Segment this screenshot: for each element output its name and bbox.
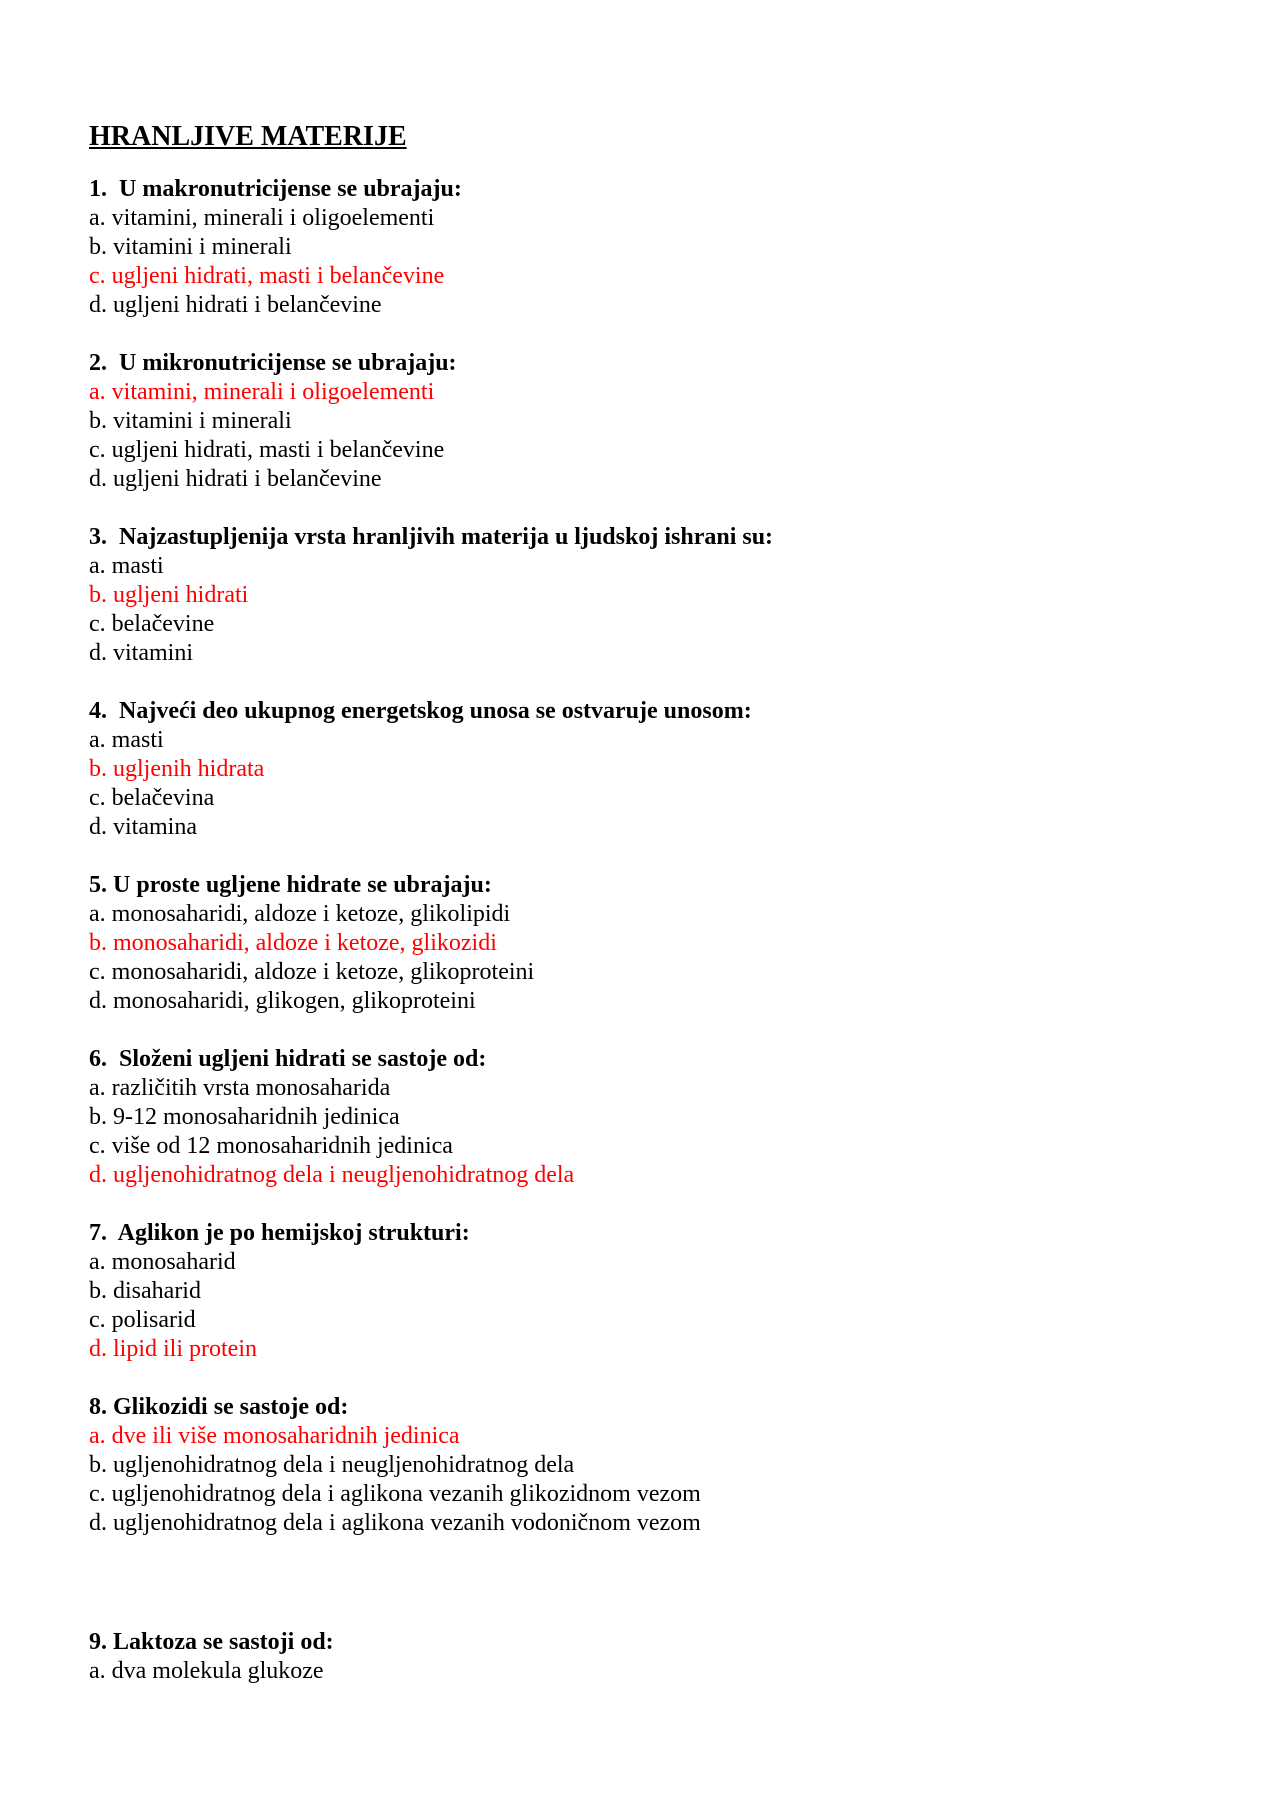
- answer-option-correct: d. lipid ili protein: [89, 1336, 257, 1362]
- question-text: 5. U proste ugljene hidrate se ubrajaju:: [89, 872, 492, 898]
- question-block: [89, 175, 1199, 320]
- answer-option: b. disaharid: [89, 1278, 201, 1304]
- answer-option: c. belačevina: [89, 785, 215, 811]
- answer-option: d. ugljeni hidrati i belančevine: [89, 292, 382, 318]
- answer-option-correct: b. ugljeni hidrati: [89, 582, 249, 608]
- answer-option: d. vitamina: [89, 814, 197, 840]
- answer-option: c. monosaharidi, aldoze i ketoze, glikoproteini: [89, 959, 535, 985]
- answer-option: a. različitih vrsta monosaharida: [89, 1075, 391, 1101]
- answer-option: a. dva molekula glukoze: [89, 1658, 324, 1684]
- answer-option: a. monosaharid: [89, 1249, 236, 1275]
- answer-option-correct: a. dve ili više monosaharidnih jedinica: [89, 1423, 460, 1449]
- question-text: 7. Aglikon je po hemijskoj strukturi:: [89, 1220, 470, 1246]
- answer-option: b. vitamini i minerali: [89, 408, 292, 434]
- question-block: [89, 1393, 1199, 1538]
- question-text: 6. Složeni ugljeni hidrati se sastoje od:: [89, 1046, 487, 1072]
- answer-option: d. monosaharidi, glikogen, glikoproteini: [89, 988, 476, 1014]
- question-text: 2. U mikronutricijense se ubrajaju:: [89, 350, 457, 376]
- question-block: [89, 1219, 1199, 1364]
- answer-option: d. ugljenohidratnog dela i aglikona vezanih vodoničnom vezom: [89, 1510, 701, 1536]
- answer-option: c. više od 12 monosaharidnih jedinica: [89, 1133, 453, 1159]
- question-text: 3. Najzastupljenija vrsta hranljivih materija u ljudskoj ishrani su:: [89, 524, 774, 550]
- question-block: [89, 349, 1199, 494]
- answer-option-correct: d. ugljenohidratnog dela i neugljenohidratnog dela: [89, 1162, 575, 1188]
- question-block: [89, 1628, 1199, 1686]
- question-text: 8. Glikozidi se sastoje od:: [89, 1394, 349, 1420]
- question-text: 9. Laktoza se sastoji od:: [89, 1629, 334, 1655]
- answer-option: b. 9-12 monosaharidnih jedinica: [89, 1104, 400, 1130]
- question-block: [89, 523, 1199, 668]
- answer-option: c. polisarid: [89, 1307, 196, 1333]
- answer-option: a. vitamini, minerali i oligoelementi: [89, 205, 435, 231]
- answer-option-correct: c. ugljeni hidrati, masti i belančevine: [89, 263, 445, 289]
- question-list: [89, 175, 1199, 1686]
- question-text: 4. Najveći deo ukupnog energetskog unosa se ostvaruje unosom:: [89, 698, 752, 724]
- answer-option-correct: b. monosaharidi, aldoze i ketoze, glikozidi: [89, 930, 497, 956]
- question-text: 1. U makronutricijense se ubrajaju:: [89, 176, 462, 202]
- question-block: [89, 1045, 1199, 1190]
- document-title: HRANLJIVE MATERIJE: [89, 121, 407, 152]
- answer-option-correct: b. ugljenih hidrata: [89, 756, 265, 782]
- question-block: [89, 871, 1199, 1016]
- answer-option: a. monosaharidi, aldoze i ketoze, glikolipidi: [89, 901, 511, 927]
- answer-option-correct: a. vitamini, minerali i oligoelementi: [89, 379, 435, 405]
- answer-option: c. belačevine: [89, 611, 215, 637]
- question-block: [89, 697, 1199, 842]
- answer-option: d. vitamini: [89, 640, 193, 666]
- document-page: [89, 117, 1199, 1715]
- answer-option: b. vitamini i minerali: [89, 234, 292, 260]
- answer-option: c. ugljenohidratnog dela i aglikona vezanih glikozidnom vezom: [89, 1481, 701, 1507]
- answer-option: b. ugljenohidratnog dela i neugljenohidratnog dela: [89, 1452, 575, 1478]
- answer-option: a. masti: [89, 727, 164, 753]
- answer-option: a. masti: [89, 553, 164, 579]
- answer-option: c. ugljeni hidrati, masti i belančevine: [89, 437, 445, 463]
- answer-option: d. ugljeni hidrati i belančevine: [89, 466, 382, 492]
